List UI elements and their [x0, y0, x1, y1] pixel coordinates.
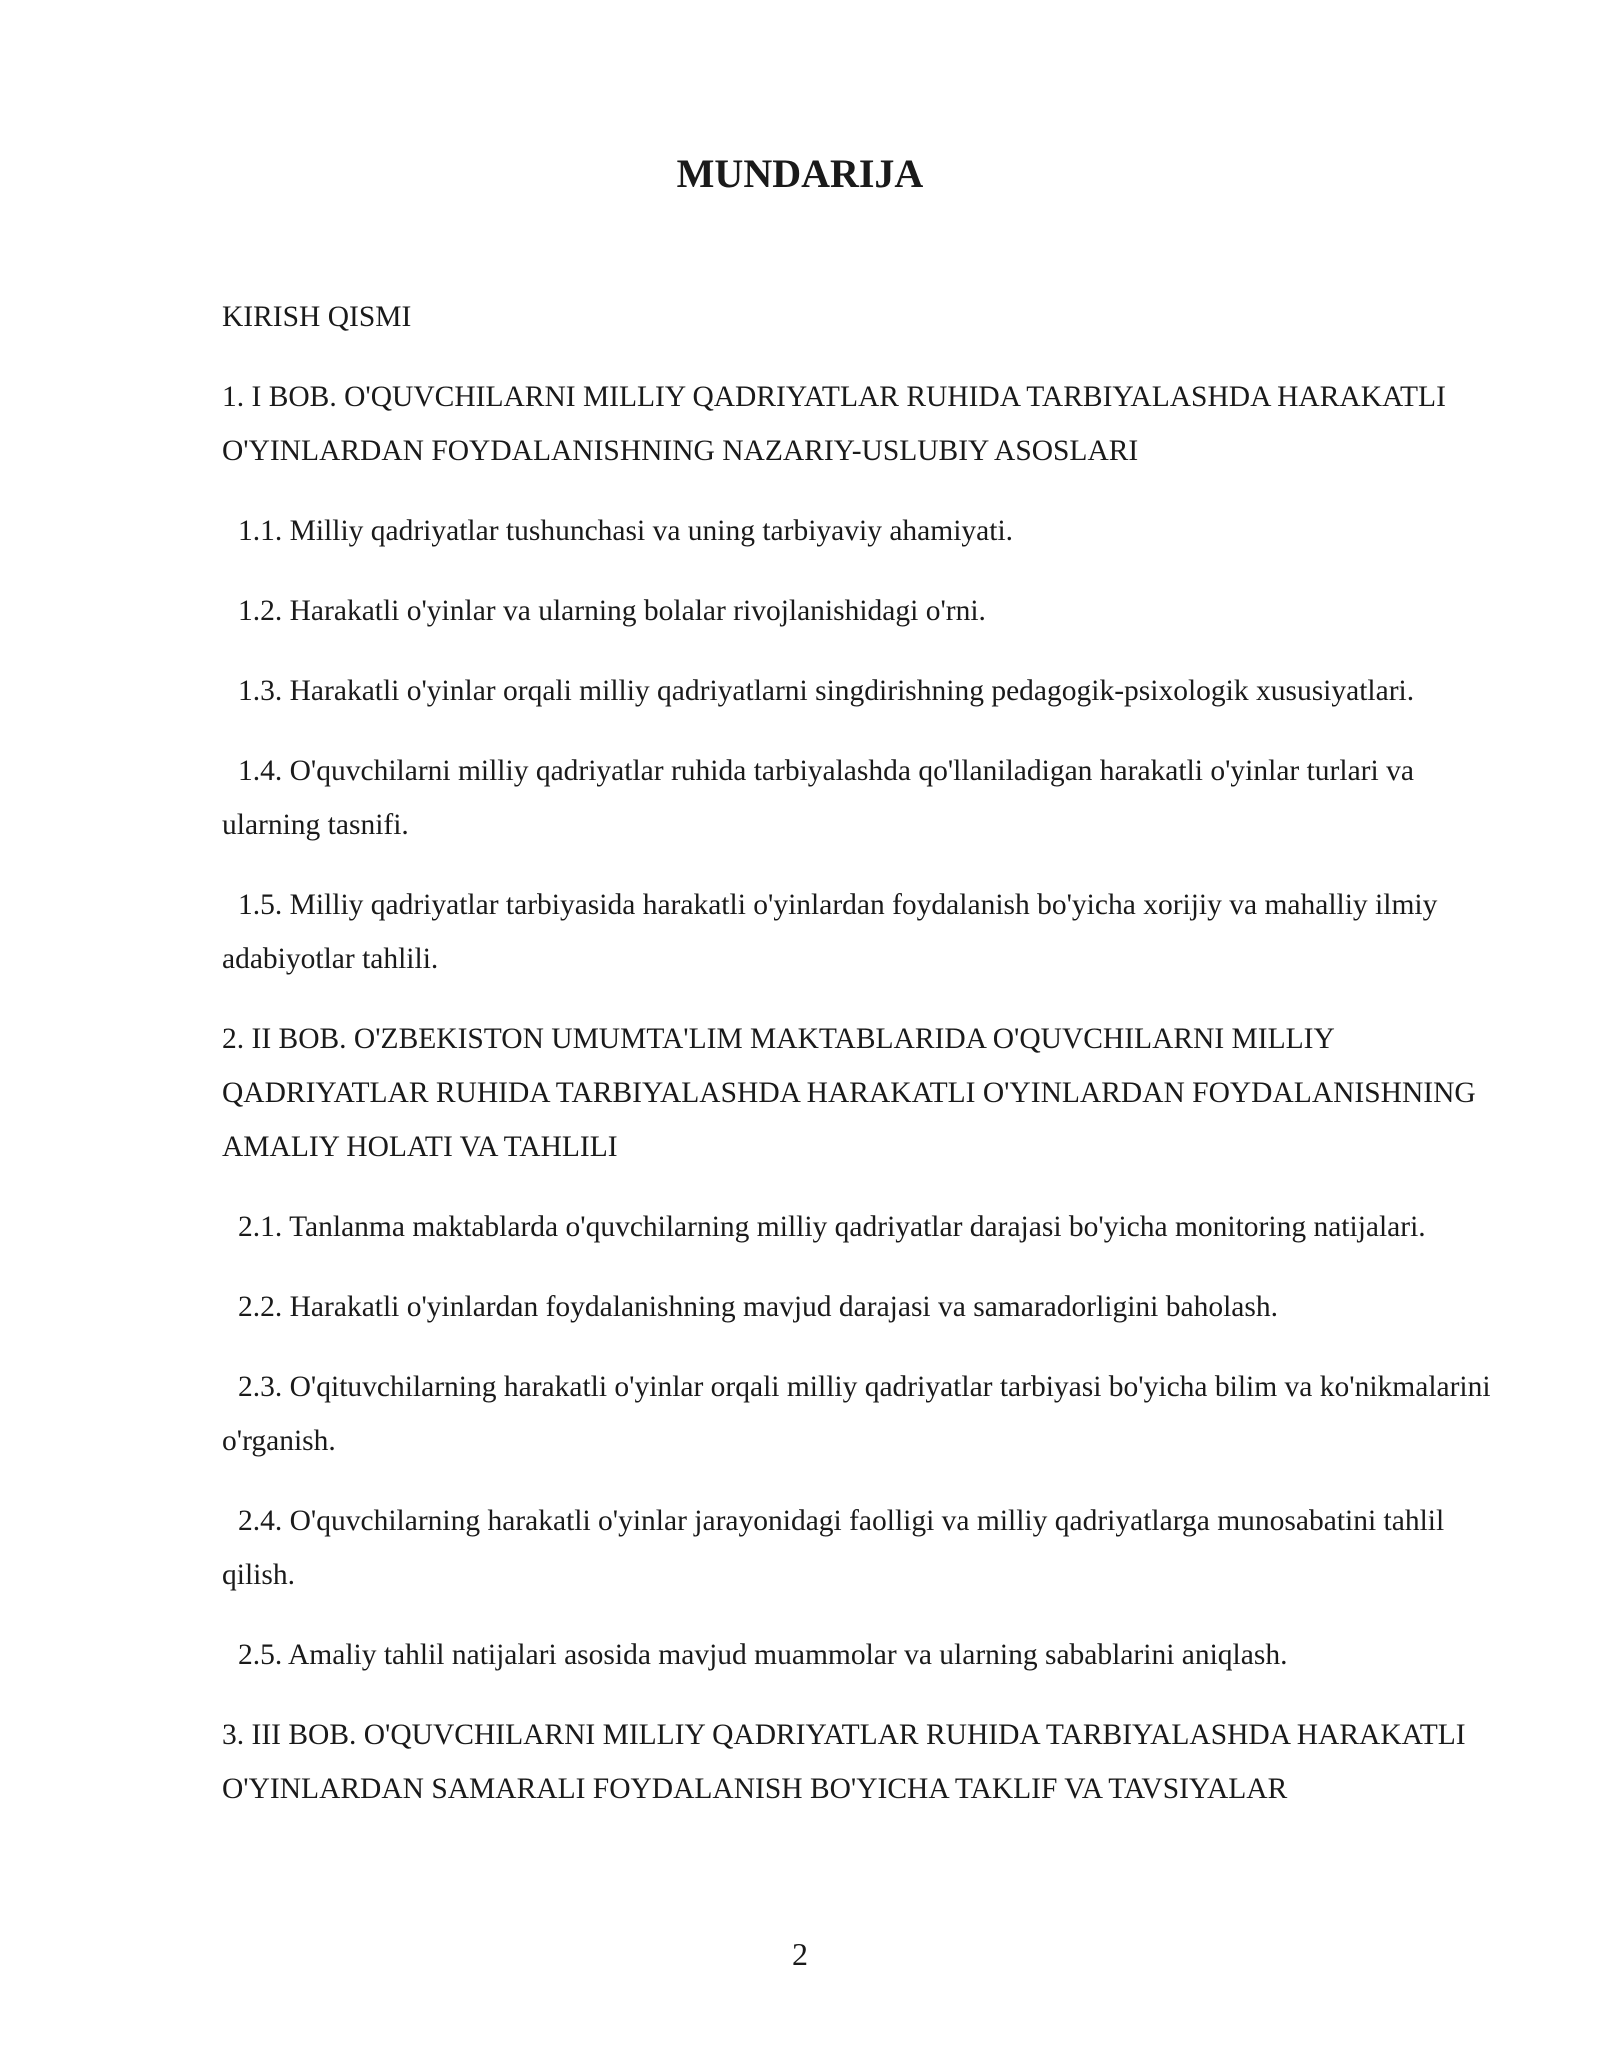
toc-section-1-3: 1.3. Harakatli o'yinlar orqali milliy qadriyatlarni singdirishning pedagogik-psixologik xususiyatlari.: [238, 675, 1415, 707]
toc-section-2-2: 2.2. Harakatli o'yinlardan foydalanishning mavjud darajasi va samaradorligini baholash.: [238, 1291, 1278, 1323]
page-number: 2: [792, 1936, 808, 1972]
toc-section-1-4: 1.4. O'quvchilarni milliy qadriyatlar ruhida tarbiyalashda qo'llaniladigan harakatli o'yinlar turlari va ularning tasnifi.: [222, 755, 1414, 841]
toc-entry-introduction: KIRISH QISMI: [222, 301, 412, 333]
toc-section-2-3: 2.3. O'qituvchilarning harakatli o'yinlar orqali milliy qadriyatlar tarbiyasi bo'yicha bilim va ko'nikmalarini o'rganish.: [222, 1371, 1491, 1457]
toc-section-2-5: 2.5. Amaliy tahlil natijalari asosida mavjud muammolar va ularning sabablarini aniqlash.: [238, 1639, 1288, 1671]
page-title: MUNDARIJA: [676, 151, 924, 196]
toc-section-2-1: 2.1. Tanlanma maktablarda o'quvchilarning milliy qadriyatlar darajasi bo'yicha monitoring natijalari.: [238, 1211, 1426, 1243]
toc-section-1-1: 1.1. Milliy qadriyatlar tushunchasi va uning tarbiyaviy ahamiyati.: [238, 515, 1014, 547]
toc-chapter-3: 3. III BOB. O'QUVCHILARNI MILLIY QADRIYATLAR RUHIDA TARBIYALASHDA HARAKATLI O'YINLARDAN SAMARALI FOYDALANISH BO'YICHA TAKLIF VA TAVSIYALAR: [222, 1719, 1466, 1805]
toc-section-2-4: 2.4. O'quvchilarning harakatli o'yinlar jarayonidagi faolligi va milliy qadriyatlarga munosabatini tahlil qilish.: [222, 1505, 1445, 1591]
toc-section-1-5: 1.5. Milliy qadriyatlar tarbiyasida harakatli o'yinlardan foydalanish bo'yicha xorijiy va mahalliy ilmiy adabiyotlar tahlili.: [222, 889, 1438, 975]
table-of-contents: [222, 290, 1492, 1842]
toc-chapter-2: 2. II BOB. O'ZBEKISTON UMUMTA'LIM MAKTABLARIDA O'QUVCHILARNI MILLIY QADRIYATLAR RUHIDA TARBIYALASHDA HARAKATLI O'YINLARDAN FOYDALANISHNING AMALIY HOLATI VA TAHLILI: [222, 1023, 1476, 1163]
toc-chapter-1: 1. I BOB. O'QUVCHILARNI MILLIY QADRIYATLAR RUHIDA TARBIYALASHDA HARAKATLI O'YINLARDAN FOYDALANISHNING NAZARIY-USLUBIY ASOSLARI: [222, 381, 1446, 467]
toc-section-1-2: 1.2. Harakatli o'yinlar va ularning bolalar rivojlanishidagi o'rni.: [238, 595, 986, 627]
